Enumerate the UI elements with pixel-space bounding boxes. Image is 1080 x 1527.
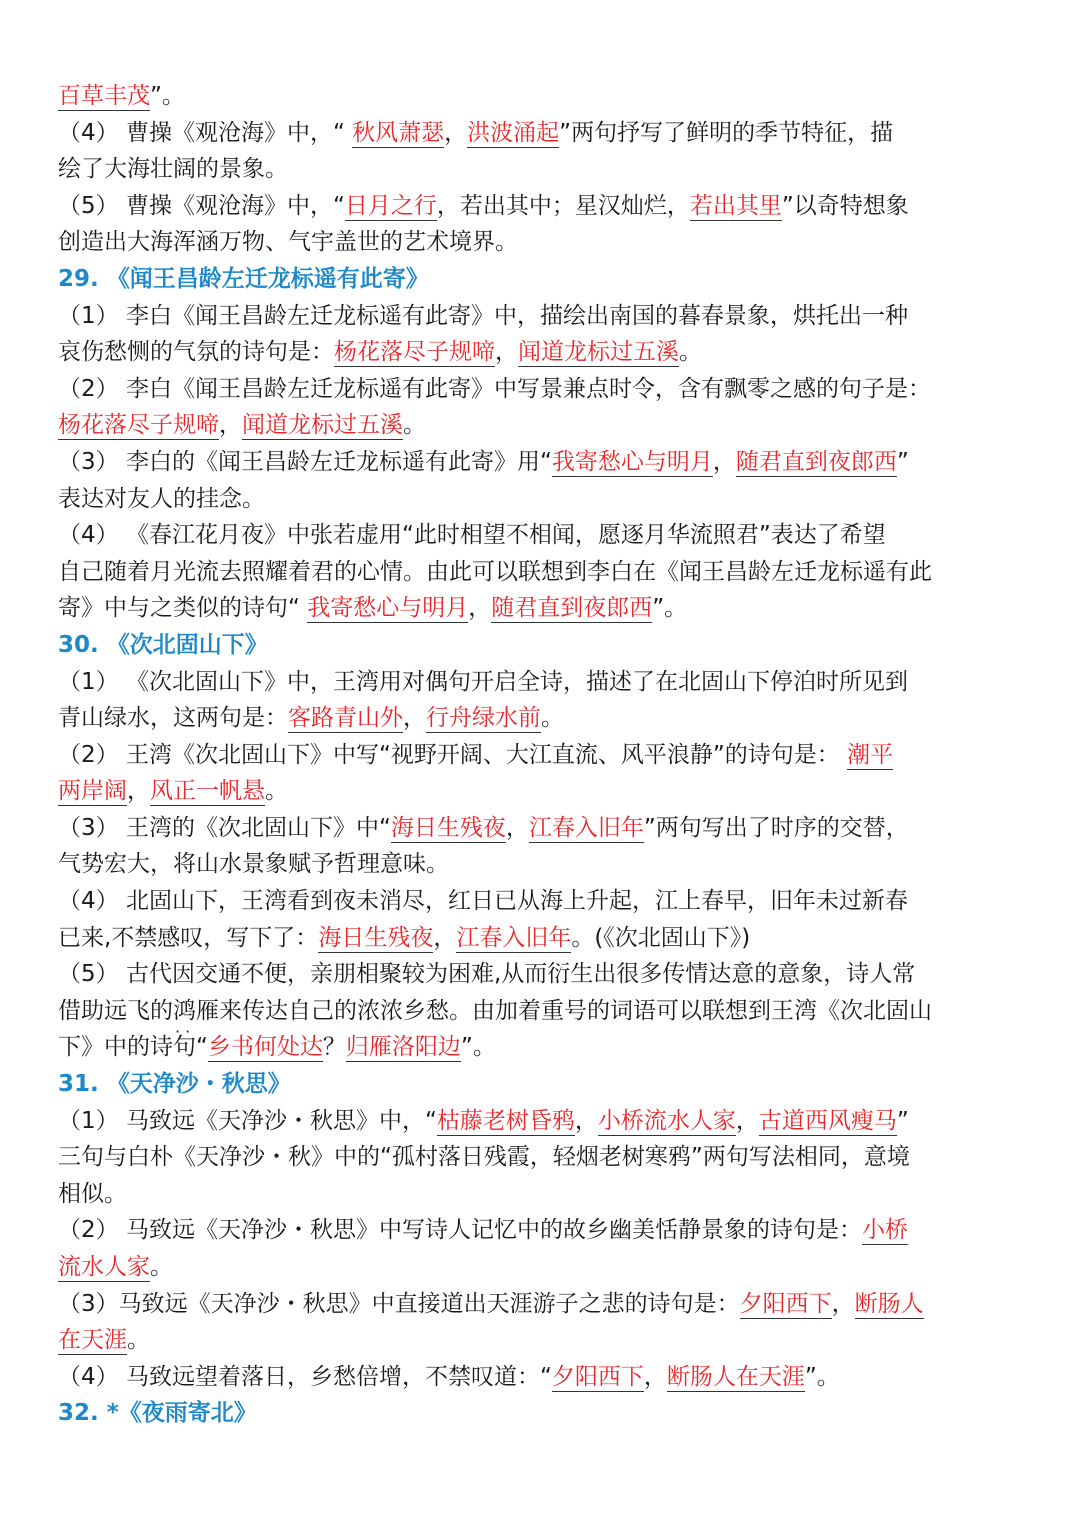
text-line — [58, 1359, 1040, 1396]
text-line — [58, 151, 1040, 188]
text-line — [58, 846, 1040, 883]
answer-blank: 若出其里 — [689, 192, 782, 219]
answer-blank: 杨花落尽子规啼 — [334, 339, 495, 366]
answer-blank: 乡书何处达 — [207, 1034, 323, 1061]
text-line — [58, 224, 1040, 261]
answer-blank: 随君直到夜郎西 — [735, 448, 897, 475]
text-segment: 气势宏大，将山水景象赋予哲理意味。 — [58, 851, 449, 878]
text-segment: ， — [831, 1290, 855, 1317]
text-segment: ， — [574, 1107, 598, 1134]
text-line — [58, 883, 1040, 920]
text-segment: 来传达自己的浓浓乡愁。由加着重号的词语可以联想到王湾《次北固山 — [219, 997, 932, 1024]
text-segment: ”。 — [804, 1363, 840, 1390]
answer-blank: 夕阳西下 — [739, 1290, 832, 1317]
answer-blank: 断肠人 — [854, 1290, 924, 1317]
text-segment: 。(《次北固山下》) — [571, 924, 751, 951]
text-segment: ” — [896, 448, 909, 475]
answer-blank: 流水人家 — [58, 1254, 150, 1280]
answer-blank: 潮平 — [847, 741, 894, 768]
text-segment: 32. *《夜雨寄北》 — [58, 1400, 257, 1427]
text-line — [58, 1249, 1040, 1286]
text-segment: （2） 王湾《次北固山下》中写“视野开阔、大江直流、风平浪静”的诗句是： — [58, 741, 848, 768]
text-segment: 绘了大海壮阔的景象。 — [58, 156, 288, 183]
text-segment: （4） 曹操《观沧海》中，“ — [58, 119, 353, 146]
text-segment: ”。 — [652, 595, 688, 622]
text-segment: ， — [495, 339, 518, 366]
text-line — [58, 188, 1040, 225]
text-line — [58, 554, 1040, 591]
text-segment: ， — [735, 1107, 759, 1134]
text-segment: ” — [896, 1107, 909, 1134]
answer-blank: 江春入旧年 — [456, 924, 572, 951]
text-segment: ， — [127, 778, 150, 805]
text-segment: 已来,不禁感叹，写下了： — [58, 924, 319, 951]
answer-blank: 行舟绿水前 — [426, 705, 541, 732]
text-line — [58, 1139, 1040, 1176]
text-segment: ， — [444, 119, 468, 146]
text-segment: ， — [219, 412, 242, 439]
text-line — [58, 1322, 1040, 1359]
answer-blank: 枯藤老树昏鸦 — [436, 1107, 575, 1134]
answer-blank: 小桥 — [861, 1217, 908, 1244]
text-line — [58, 700, 1040, 737]
text-segment: 下》中的诗句“ — [58, 1034, 208, 1061]
text-line — [58, 590, 1040, 627]
text-segment: （1） 李白《闻王昌龄左迁龙标遥有此寄》中，描绘出南国的暮春景象，烘托出一种 — [58, 302, 908, 329]
text-segment: （4） 《春江花月夜》中张若虚用“此时相望不相闻，愿逐月华流照君”表达了希望 — [58, 522, 886, 549]
text-segment: ”。 — [460, 1034, 496, 1061]
text-segment: （2） 李白《闻王昌龄左迁龙标遥有此寄》中写景兼点时令，含有飘零之感的句子是： — [58, 375, 931, 402]
text-segment: ”以奇特想象 — [781, 192, 909, 219]
emphasis-word: 鸿雁 · · — [173, 998, 219, 1024]
text-segment: 。 — [403, 412, 426, 439]
answer-blank: 夕阳西下 — [551, 1363, 644, 1390]
text-line — [58, 1212, 1040, 1249]
text-segment: 创造出大海浑涵万物、气宇盖世的艺术境界。 — [58, 229, 518, 256]
text-segment: ”两句写出了时序的交替， — [643, 814, 909, 841]
section-heading — [58, 1066, 1040, 1103]
answer-blank: 江春入旧年 — [528, 814, 644, 841]
text-line — [58, 920, 1040, 957]
text-segment: ， — [468, 595, 492, 622]
text-line — [58, 407, 1040, 444]
answer-blank: 日月之行 — [344, 192, 437, 219]
text-segment: 。 — [127, 1327, 150, 1354]
answer-blank: 海日生残夜 — [318, 924, 434, 951]
text-line — [58, 444, 1040, 481]
text-segment: 。 — [541, 705, 564, 732]
section-heading — [58, 627, 1040, 664]
text-line — [58, 664, 1040, 701]
text-segment: （3） 王湾的《次北固山下》中“ — [58, 814, 391, 841]
answer-blank: 闻道龙标过五溪 — [518, 339, 679, 366]
text-segment: ， — [643, 1363, 667, 1390]
text-line — [58, 298, 1040, 335]
text-segment: 自己随着月光流去照耀着君的心情。由此可以联想到李白在《闻王昌龄左迁龙标遥有此 — [58, 558, 932, 585]
text-segment: （4） 北固山下，王湾看到夜未消尽，红日已从海上升起，江上春早，旧年未过新春 — [58, 888, 908, 915]
section-heading — [58, 261, 1040, 298]
text-line — [58, 810, 1040, 847]
answer-blank: 海日生残夜 — [390, 814, 506, 841]
text-segment: ， — [433, 924, 457, 951]
text-segment: 哀伤愁恻的气氛的诗句是： — [58, 339, 334, 366]
answer-blank: 秋风萧瑟 — [352, 119, 445, 146]
answer-blank: 随君直到夜郎西 — [491, 595, 653, 622]
text-segment: ， — [505, 814, 529, 841]
text-line — [58, 1286, 1040, 1323]
text-segment: （3）马致远《天净沙・秋思》中直接道出天涯游子之悲的诗句是： — [58, 1290, 740, 1317]
text-segment: 寄》中与之类似的诗句“ — [58, 595, 308, 622]
text-line — [58, 993, 1040, 1030]
text-line — [58, 517, 1040, 554]
answer-blank: 我寄愁心与明月 — [307, 595, 469, 622]
text-segment: 相似。 — [58, 1180, 127, 1207]
text-segment: 。 — [679, 339, 702, 366]
answer-blank: 我寄愁心与明月 — [551, 448, 713, 475]
answer-blank: 古道西风瘦马 — [758, 1107, 897, 1134]
text-line — [58, 956, 1040, 993]
text-segment: （1） 《次北固山下》中，王湾用对偶句开启全诗，描述了在北固山下停泊时所见到 — [58, 668, 908, 695]
section-heading — [58, 1395, 1040, 1432]
answer-blank: 客路青山外 — [288, 705, 403, 732]
text-segment: 青山绿水，这两句是： — [58, 705, 288, 732]
text-line — [58, 1176, 1040, 1213]
text-segment: ？ — [322, 1034, 346, 1061]
text-segment: 31. 《天净沙・秋思》 — [58, 1071, 291, 1098]
answer-blank: 在天涯 — [58, 1327, 127, 1354]
text-segment: ，若出其中；星汉灿烂， — [436, 192, 690, 219]
text-line — [58, 371, 1040, 408]
text-line — [58, 737, 1040, 774]
text-line — [58, 78, 1040, 115]
text-segment: 表达对友人的挂念。 — [58, 485, 265, 512]
answer-blank: 杨花落尽子规啼 — [58, 412, 219, 439]
answer-blank: 两岸阔 — [58, 778, 127, 805]
answer-blank: 小桥流水人家 — [597, 1107, 736, 1134]
answer-blank: 洪波涌起 — [467, 119, 560, 146]
text-line — [58, 773, 1040, 810]
text-segment: 。 — [150, 1254, 173, 1280]
answer-blank: 断肠人在天涯 — [666, 1363, 805, 1390]
answer-blank: 百草丰茂 — [58, 83, 150, 109]
text-segment: ， — [403, 705, 426, 732]
text-segment: 借助远飞的 — [58, 997, 173, 1024]
text-segment: ”两句抒写了鲜明的季节特征，描 — [559, 119, 894, 146]
text-segment: （5） 古代因交通不便，亲朋相聚较为困难,从而衍生出很多传情达意的意象，诗人常 — [58, 961, 916, 988]
text-line — [58, 481, 1040, 518]
text-segment: 29. 《闻王昌龄左迁龙标遥有此寄》 — [58, 265, 429, 292]
text-line — [58, 1103, 1040, 1140]
answer-blank: 闻道龙标过五溪 — [242, 412, 403, 439]
text-segment: 30. 《次北固山下》 — [58, 631, 268, 658]
text-segment: （2） 马致远《天净沙・秋思》中写诗人记忆中的故乡幽美恬静景象的诗句是： — [58, 1217, 862, 1244]
text-line — [58, 1029, 1040, 1066]
answer-blank: 风正一帆悬 — [150, 778, 265, 805]
text-segment: （5） 曹操《观沧海》中，“ — [58, 192, 345, 219]
text-segment: （1） 马致远《天净沙・秋思》中，“ — [58, 1107, 437, 1134]
text-line — [58, 334, 1040, 371]
text-segment: （3） 李白的《闻王昌龄左迁龙标遥有此寄》用“ — [58, 448, 552, 475]
text-line — [58, 115, 1040, 152]
text-segment: ， — [712, 448, 736, 475]
answer-blank: 归雁洛阳边 — [345, 1034, 461, 1061]
text-segment: 三句与白朴《天净沙・秋》中的“孤村落日残霞，轻烟老树寒鸦”两句写法相同，意境 — [58, 1144, 910, 1171]
text-segment: （4） 马致远望着落日，乡愁倍增，不禁叹道：“ — [58, 1363, 552, 1390]
text-segment: 。 — [265, 778, 288, 805]
text-segment: ”。 — [150, 83, 185, 109]
